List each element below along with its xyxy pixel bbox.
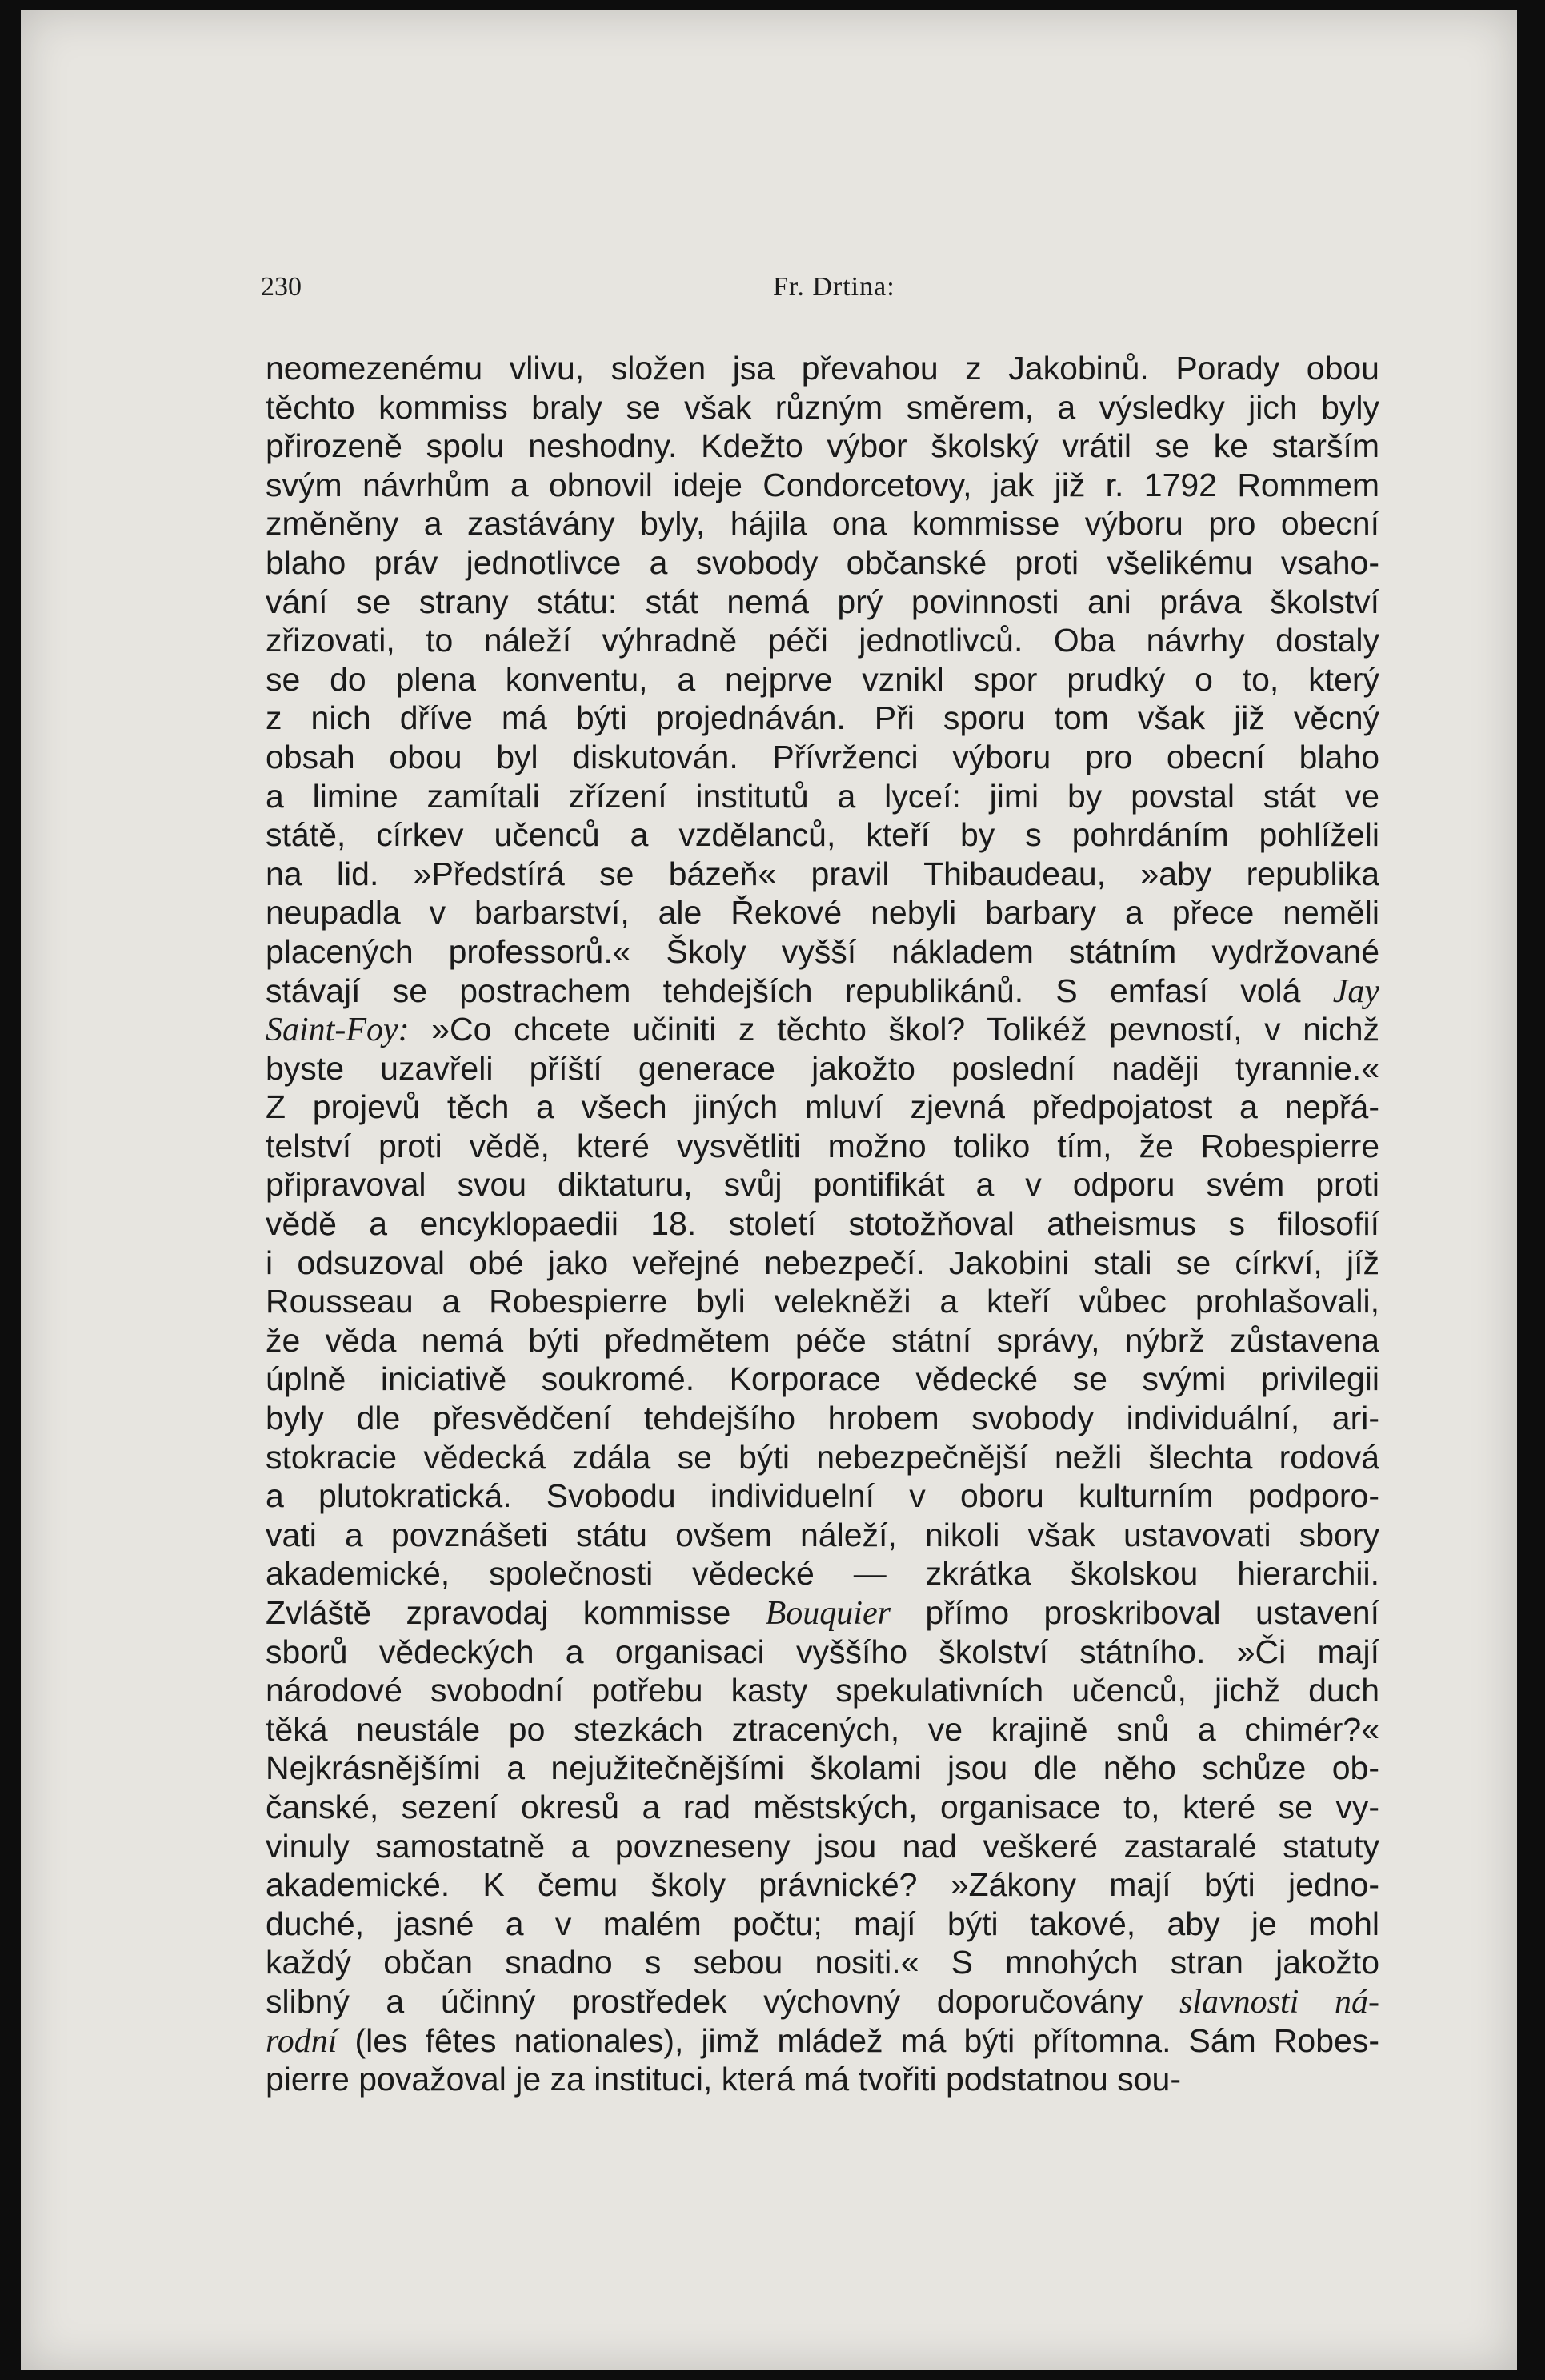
text-line: těchto kommiss braly se však různým směrem, a výsledky jich byly [266,388,1379,426]
text-line: Rousseau a Robespierre byli velekněži a kteří vůbec prohlašovali, [266,1283,1379,1320]
text-line: změněny a zastávány byly, hájila ona kommisse výboru pro obecní [266,505,1379,543]
text-line: Saint-Foy: »Co chcete učiniti z těchto škol? Tolikéž pevností, v nichž [266,1011,1379,1049]
text-line: národové svobodní potřebu kasty spekulativních učenců, jichž duch [266,1672,1379,1709]
text-line: a limine zamítali zřízení institutů a lyceí: jimi by povstal stát ve [266,777,1379,815]
text-line: čanské, sezení okresů a rad městských, organisace to, které se vy- [266,1788,1379,1825]
text-line: vání se strany státu: stát nemá prý povinnosti ani práva školství [266,583,1379,620]
text-line: připravoval svou diktaturu, svůj pontifikát a v odporu svém proti [266,1166,1379,1204]
text-line: placených professorů.« Školy vyšší nákladem státním vydržované [266,932,1379,970]
text-line: z nich dříve má býti projednáván. Při sporu tom však již věcný [266,699,1379,737]
body-text [266,349,1379,2099]
text-line: těká neustále po stezkách ztracených, ve krajině snů a chimér?« [266,1710,1379,1748]
text-line: Zvláště zpravodaj kommisse Bouquier přímo proskriboval ustavení [266,1594,1379,1632]
text-line: vati a povznášeti státu ovšem náleží, nikoli však ustavovati sbory [266,1516,1379,1553]
text-line: přirozeně spolu neshodny. Kdežto výbor školský vrátil se ke starším [266,427,1379,465]
text-line: vinuly samostatně a povzneseny jsou nad veškeré zastaralé statuty [266,1827,1379,1865]
italic-segment: slavnosti ná- [1179,1983,1379,2021]
text-line: neupadla v barbarství, ale Řekové nebyli barbary a přece neměli [266,894,1379,932]
text-line: byste uzavřeli příští generace jakožto poslední naději tyrannie.« [266,1049,1379,1087]
text-line: akademické, společnosti vědecké — zkrátka školskou hierarchii. [266,1555,1379,1593]
page-header [261,272,1389,312]
italic-segment: Jay [1332,972,1379,1010]
text-line: Z projevů těch a všech jiných mluví zjevná předpojatost a nepřá- [266,1088,1379,1126]
text-line: rodní (les fêtes nationales), jimž mládež má býti přítomna. Sám Robes- [266,2021,1379,2060]
text-line: každý občan snadno s sebou nositi.« S mnohých stran jakožto [266,1944,1379,1981]
italic-segment: rodní [266,2022,338,2060]
text-line: blaho práv jednotlivce a svobody občanské proti všelikému vsaho- [266,543,1379,581]
running-head: Fr. Drtina: [773,272,895,302]
text-line: obsah obou byl diskutován. Přívrženci výboru pro obecní blaho [266,738,1379,775]
text-line: že věda nemá býti předmětem péče státní správy, nýbrž zůstavena [266,1321,1379,1359]
text-line: stávají se postrachem tehdejších republikánů. S emfasí volá Jay [266,972,1379,1010]
text-line: vědě a encyklopaedii 18. století stotožňoval atheismus s filosofií [266,1205,1379,1243]
italic-segment: Saint-Foy: [266,1012,410,1049]
text-line: na lid. »Předstírá se bázeň« pravil Thibaudeau, »aby republika [266,855,1379,892]
text-line: duché, jasné a v malém počtu; mají býti takové, aby je mohl [266,1905,1379,1942]
text-line: neomezenému vlivu, složen jsa převahou z Jakobinů. Porady obou [266,350,1379,387]
text-line: státě, církev učenců a vzdělanců, kteří by s pohrdáním pohlíželi [266,816,1379,854]
text-line: úplně iniciativě soukromé. Korporace vědecké se svými privilegii [266,1360,1379,1398]
page-number: 230 [261,272,302,302]
text-line: slibný a účinný prostředek výchovný doporučovány slavnosti ná- [266,1982,1379,2021]
text-line: pierre považoval je za instituci, která má tvořiti podstatnou sou- [266,2061,1181,2098]
text-line: stokracie vědecká zdála se býti nebezpečnější nežli šlechta rodová [266,1438,1379,1476]
text-line: a plutokratická. Svobodu individuelní v oboru kulturním podporo- [266,1477,1379,1515]
text-line: se do plena konventu, a nejprve vznikl spor prudký o to, který [266,660,1379,698]
book-page [21,10,1517,2370]
text-line: byly dle přesvědčení tehdejšího hrobem svobody individuální, ari- [266,1400,1379,1437]
text-line: zřizovati, to náleží výhradně péči jednotlivců. Oba návrhy dostaly [266,622,1379,659]
italic-segment: Bouquier [765,1595,891,1632]
text-line: akademické. K čemu školy právnické? »Zákony mají býti jedno- [266,1866,1379,1904]
text-line: telství proti vědě, které vysvětliti možno toliko tím, že Robespierre [266,1127,1379,1164]
text-line: sborů vědeckých a organisaci vyššího školství státního. »Či mají [266,1633,1379,1670]
text-line: Nejkrásnějšími a nejužitečnějšími školami jsou dle něho schůze ob- [266,1749,1379,1787]
text-line: i odsuzoval obé jako veřejné nebezpečí. Jakobini stali se církví, jíž [266,1244,1379,1281]
text-line: svým návrhům a obnovil ideje Condorcetovy, jak již r. 1792 Rommem [266,466,1379,503]
